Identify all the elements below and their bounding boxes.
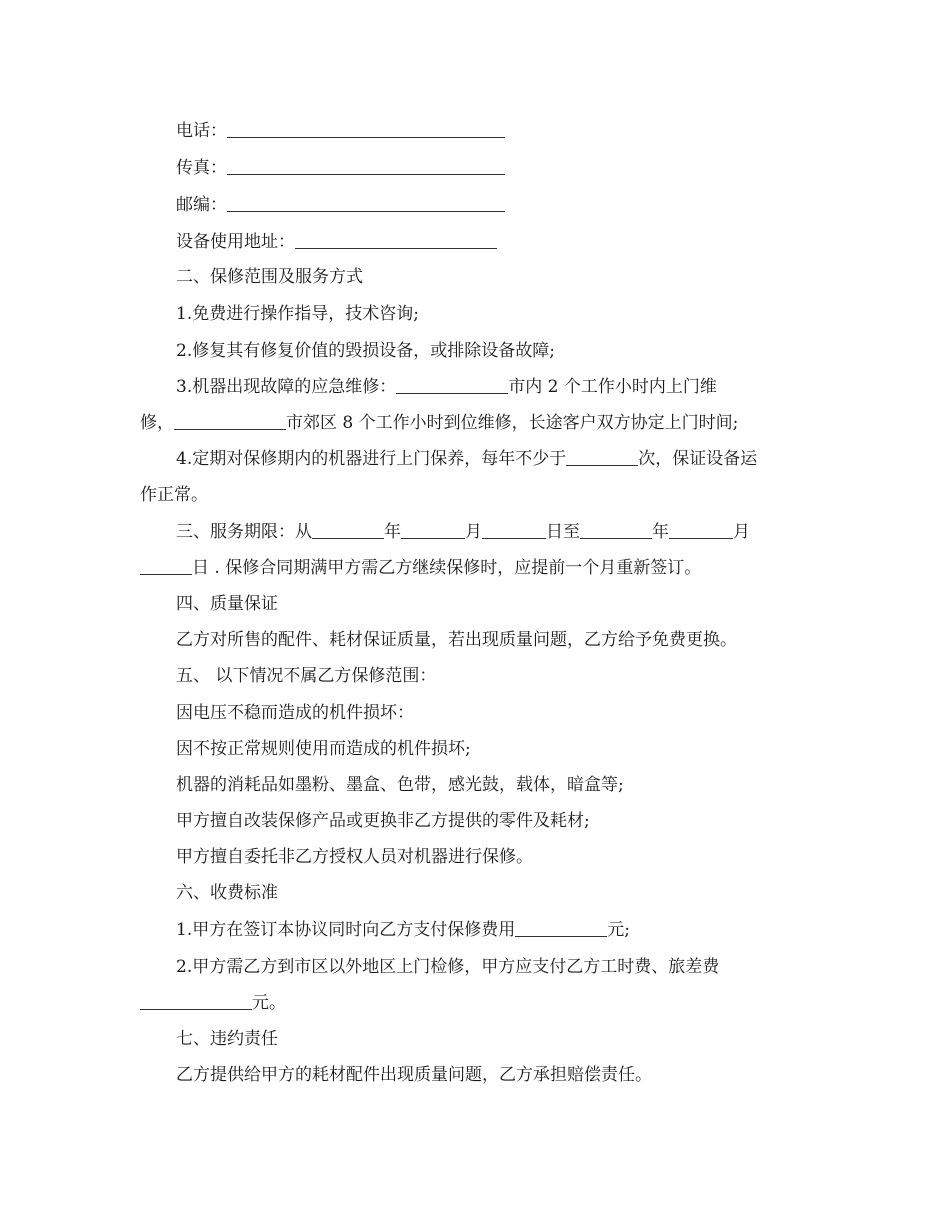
section6-item1 (176, 918, 630, 942)
section2-item1: 1.免费进行操作指导，技术咨询; (176, 304, 419, 324)
section3-line2 (140, 556, 701, 580)
month-label-1: 月 (465, 522, 482, 542)
item3-blank2[interactable] (174, 412, 286, 430)
fax-blank[interactable] (227, 157, 505, 175)
start-month-blank[interactable] (401, 521, 465, 539)
section6-item2-text-b: 元。 (252, 993, 286, 1013)
item3-text-d: 市郊区 8 个工作小时到位维修，长途客户双方协定上门时间; (286, 413, 739, 433)
item4-blank[interactable] (566, 448, 638, 466)
section5-item: 机器的消耗品如墨粉、墨盒、色带，感光鼓，载体，暗盒等; (176, 775, 624, 795)
travel-fee-blank[interactable] (140, 992, 252, 1010)
section5-item: 甲方擅自改装保修产品或更换非乙方提供的零件及耗材; (176, 811, 590, 831)
fax-label: 传真： (176, 158, 227, 178)
postcode-field (176, 193, 505, 217)
item3-blank1[interactable] (396, 376, 508, 394)
section5-heading: 五、 以下情况不属乙方保修范围： (176, 666, 437, 686)
section6-item2-line1: 2.甲方需乙方到市区以外地区上门检修，甲方应支付乙方工时费、旅差费 (176, 957, 720, 977)
end-day-blank[interactable] (140, 557, 192, 575)
section6-heading: 六、收费标准 (176, 883, 278, 903)
end-year-blank[interactable] (580, 521, 652, 539)
item3-text-c: 修， (140, 413, 174, 433)
postcode-label: 邮编： (176, 195, 227, 215)
address-label: 设备使用地址： (176, 232, 295, 252)
section5-item: 因电压不稳而造成的机件损坏： (176, 703, 414, 723)
section2-item4-line1 (176, 447, 757, 471)
end-month-blank[interactable] (669, 521, 733, 539)
section6-item1-text-a: 1.甲方在签订本协议同时向乙方支付保修费用 (176, 920, 516, 940)
day-to-label: 日至 (546, 522, 580, 542)
item3-text-a: 3.机器出现故障的应急维修： (176, 377, 397, 397)
section2-item3-line1 (176, 375, 717, 399)
item3-text-b: 市内 2 个工作小时内上门维 (508, 377, 717, 397)
section2-item2: 2.修复其有修复价值的毁损设备，或排除设备故障; (176, 341, 555, 361)
maintenance-fee-blank[interactable] (515, 919, 607, 937)
section7-heading: 七、违约责任 (176, 1029, 278, 1049)
section7-text: 乙方提供给甲方的耗材配件出现质量问题，乙方承担赔偿责任。 (176, 1065, 652, 1085)
year-label-2: 年 (652, 522, 669, 542)
section3-text-a: 三、服务期限：从 (176, 522, 312, 542)
item4-text-a: 4.定期对保修期内的机器进行上门保养，每年不少于 (176, 449, 567, 469)
item4-text-b: 次，保证设备运 (638, 449, 758, 469)
section5-item: 甲方擅自委托非乙方授权人员对机器进行保修。 (176, 847, 533, 867)
section6-item2-line2 (140, 991, 286, 1015)
section2-item3-line2 (140, 411, 738, 435)
section2-heading: 二、保修范围及服务方式 (176, 267, 363, 287)
section4-text: 乙方对所售的配件、耗材保证质量，若出现质量问题，乙方给予免费更换。 (176, 630, 737, 650)
phone-label: 电话： (176, 121, 227, 141)
year-label-1: 年 (384, 522, 401, 542)
phone-field (176, 119, 505, 143)
section4-heading: 四、质量保证 (176, 594, 278, 614)
section3-line1 (176, 520, 750, 544)
postcode-blank[interactable] (227, 194, 505, 212)
address-blank[interactable] (295, 231, 497, 249)
section2-item4-line2: 作正常。 (140, 485, 208, 505)
address-field (176, 230, 497, 254)
month-label-2: 月 (733, 522, 750, 542)
phone-blank[interactable] (227, 120, 505, 138)
section3-text-b: 日 . 保修合同期满甲方需乙方继续保修时，应提前一个月重新签订。 (192, 558, 702, 578)
start-day-blank[interactable] (482, 521, 546, 539)
section5-item: 因不按正常规则使用而造成的机件损坏; (176, 739, 471, 759)
start-year-blank[interactable] (312, 521, 384, 539)
fax-field (176, 156, 505, 180)
section6-item1-text-b: 元; (607, 920, 630, 940)
